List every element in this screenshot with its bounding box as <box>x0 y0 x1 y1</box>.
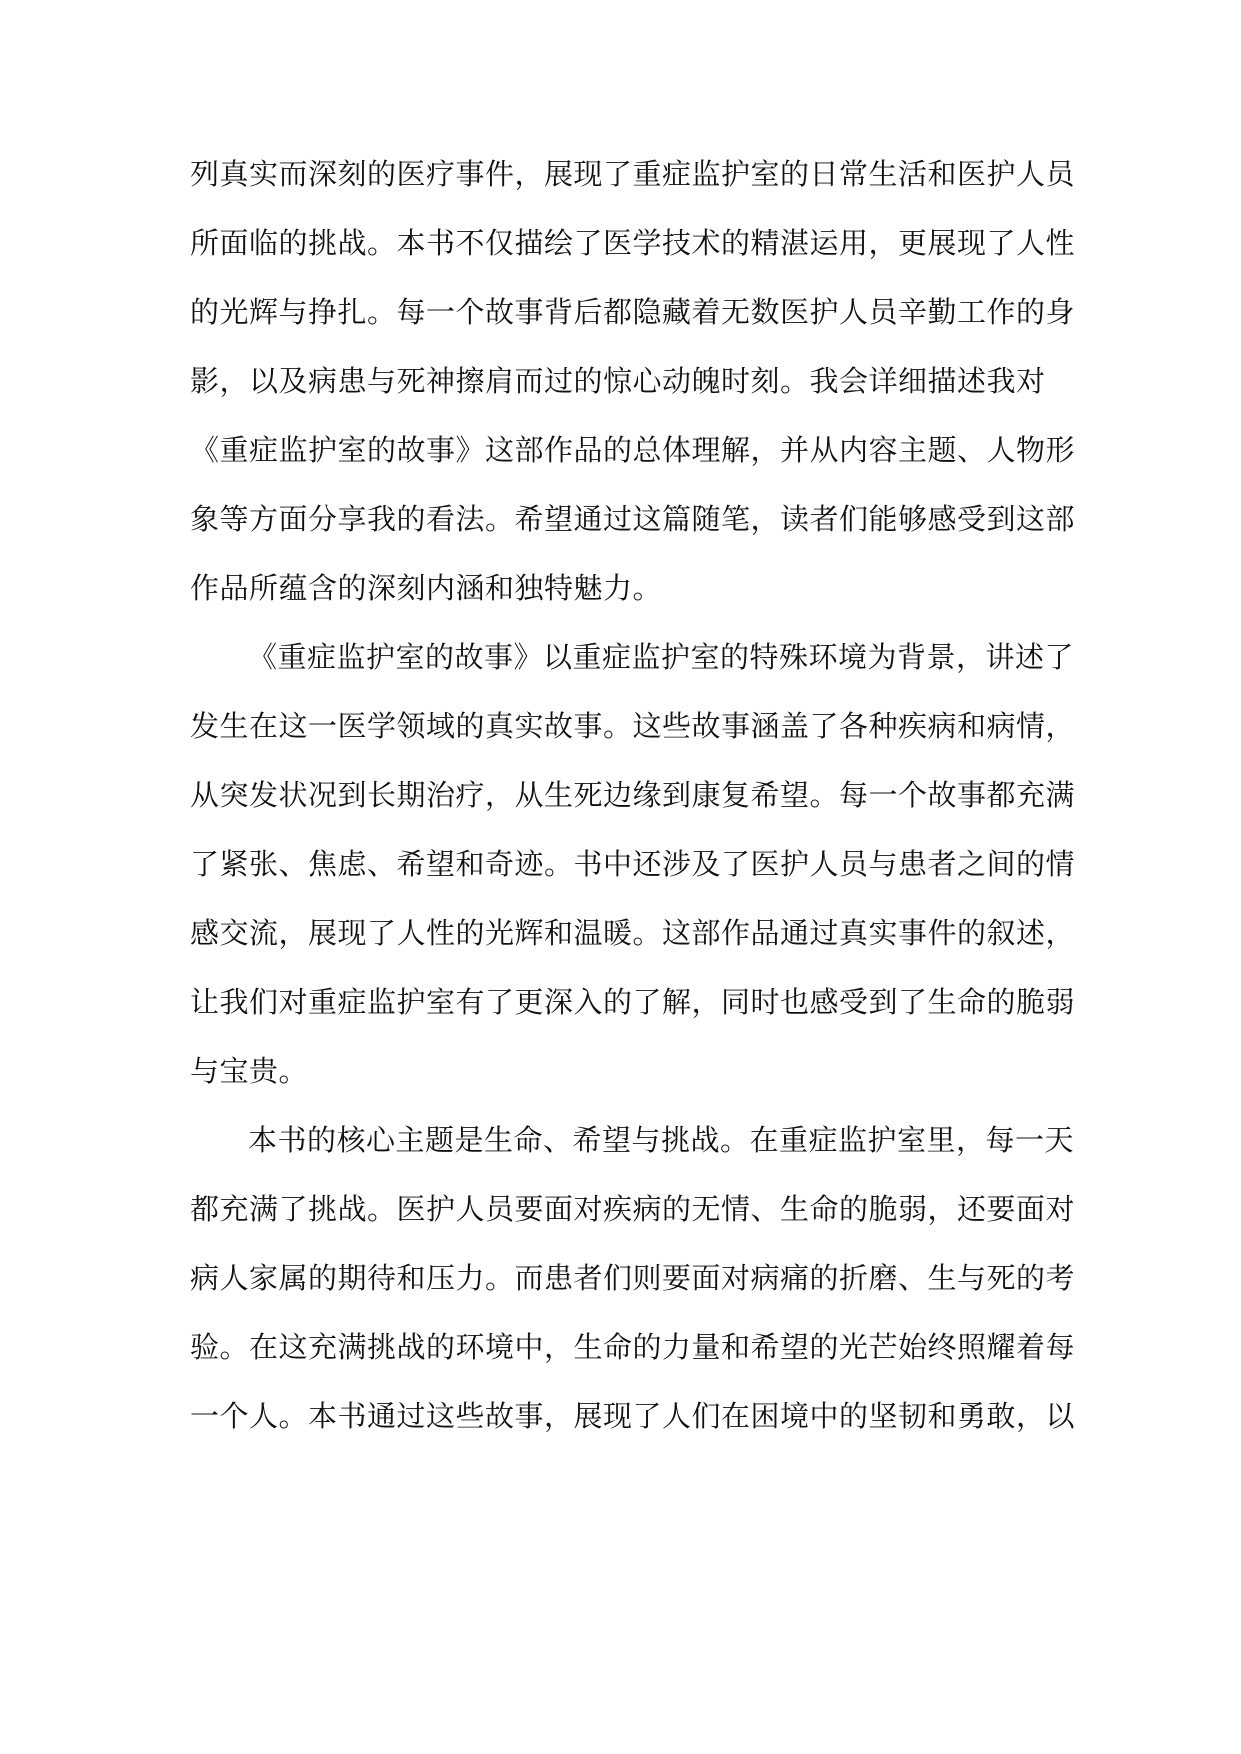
text-line: 的光辉与挣扎。每一个故事背后都隐藏着无数医护人员辛勤工作的身 <box>190 295 1076 329</box>
text-line: 列真实而深刻的医疗事件，展现了重症监护室的日常生活和医护人员 <box>190 157 1076 191</box>
text-line: 验。在这充满挑战的环境中，生命的力量和希望的光芒始终照耀着每 <box>190 1330 1076 1364</box>
text-line: 了紧张、焦虑、希望和奇迹。书中还涉及了医护人员与患者之间的情 <box>190 847 1076 881</box>
text-line: 与宝贵。 <box>190 1054 309 1088</box>
text-line: 《重症监护室的故事》这部作品的总体理解，并从内容主题、人物形 <box>190 433 1076 467</box>
text-line: 一个人。本书通过这些故事，展现了人们在困境中的坚韧和勇敢，以 <box>190 1399 1076 1433</box>
paragraph-first-line: 《重症监护室的故事》以重症监护室的特殊环境为背景，讲述了 <box>248 640 1075 674</box>
text-line: 感交流，展现了人性的光辉和温暖。这部作品通过真实事件的叙述， <box>190 916 1076 950</box>
text-line: 从突发状况到长期治疗，从生死边缘到康复希望。每一个故事都充满 <box>190 778 1076 812</box>
text-line: 象等方面分享我的看法。希望通过这篇随笔，读者们能够感受到这部 <box>190 502 1076 536</box>
text-line: 病人家属的期待和压力。而患者们则要面对病痛的折磨、生与死的考 <box>190 1261 1076 1295</box>
body-text <box>190 140 1076 1451</box>
text-line: 都充满了挑战。医护人员要面对疾病的无情、生命的脆弱，还要面对 <box>190 1192 1076 1226</box>
paragraph-first-line: 本书的核心主题是生命、希望与挑战。在重症监护室里，每一天 <box>248 1123 1075 1157</box>
text-line: 让我们对重症监护室有了更深入的了解，同时也感受到了生命的脆弱 <box>190 985 1076 1019</box>
text-line: 所面临的挑战。本书不仅描绘了医学技术的精湛运用，更展现了人性 <box>190 226 1076 260</box>
text-line: 影，以及病患与死神擦肩而过的惊心动魄时刻。我会详细描述我对 <box>190 364 1046 398</box>
text-line: 作品所蕴含的深刻内涵和独特魅力。 <box>190 571 663 605</box>
text-line: 发生在这一医学领域的真实故事。这些故事涵盖了各种疾病和病情， <box>190 709 1076 743</box>
